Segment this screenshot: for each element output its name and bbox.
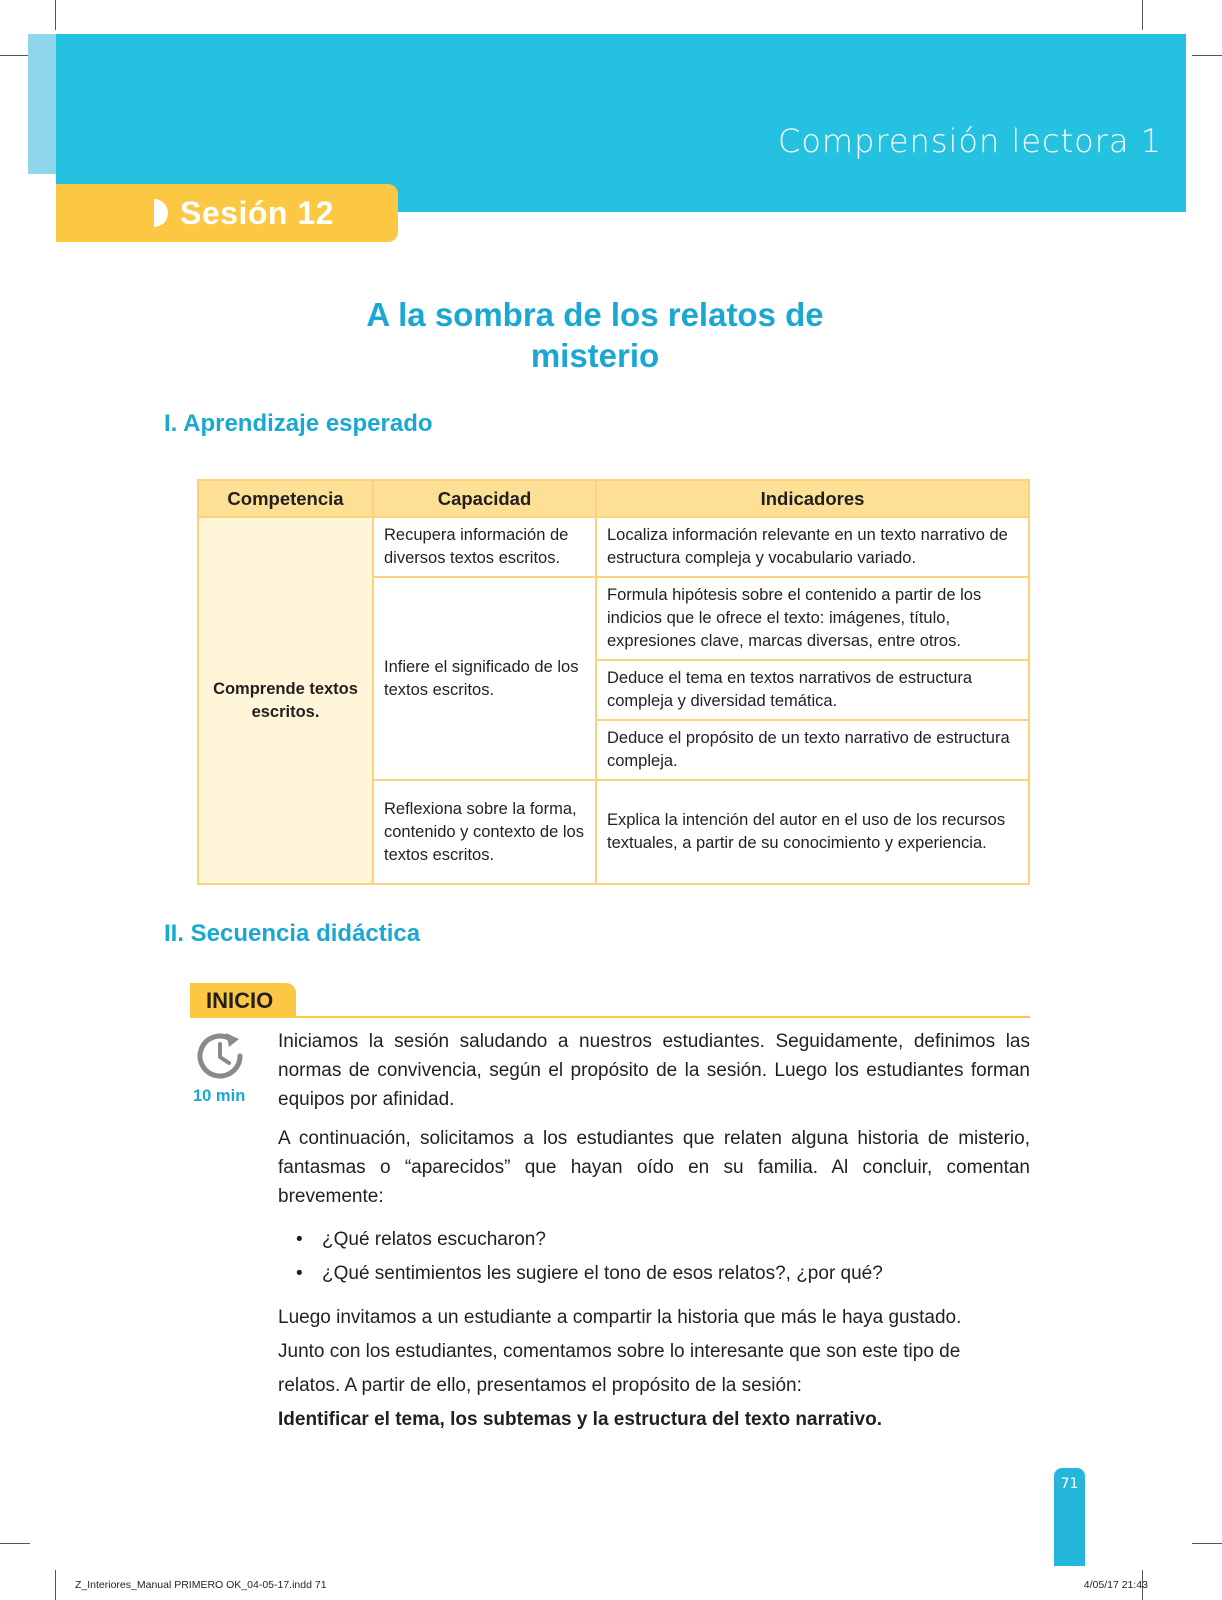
crop-mark	[0, 55, 30, 56]
crop-mark	[55, 0, 56, 30]
competencias-table	[197, 479, 1030, 885]
inicio-paragraph-2: A continuación, solicitamos a los estudiantes que relaten alguna historia de misterio, fantasmas o “aparecidos” que hayan oído en su familia. Al concluir, comentan brevemente:	[278, 1128, 1030, 1207]
inicio-divider	[190, 1016, 1030, 1018]
text-line: Luego invitamos a un estudiante a compartir la historia que más le haya gustado.	[278, 1307, 962, 1328]
indicador-cell: Deduce el tema en textos narrativos de estructura compleja y diversidad temática.	[596, 660, 1029, 720]
page-title-line2: misterio	[530, 337, 660, 374]
list-item: • ¿Qué relatos escucharon?	[296, 1223, 996, 1257]
table-header-cell: Competencia	[198, 480, 373, 517]
table-header-cell: Capacidad	[373, 480, 596, 517]
crop-mark	[1192, 55, 1222, 56]
table-row	[198, 517, 1029, 577]
footer-filename: Z_Interiores_Manual PRIMERO OK_04-05-17.indd 71	[75, 1579, 327, 1591]
inicio-paragraph-1: Iniciamos la sesión saludando a nuestros estudiantes. Seguidamente, definimos las normas de convivencia, según el propósito de la sesión. Luego los estudiantes forman equipos por afinidad.	[278, 1031, 1030, 1110]
inicio-tab: INICIO	[190, 983, 296, 1017]
indicador-cell: Formula hipótesis sobre el contenido a partir de los indicios que le ofrece el texto: imágenes, título, expresiones clave, marcas diversas, entre otros.	[596, 577, 1029, 660]
crop-mark	[1192, 1543, 1222, 1544]
text-line: relatos. A partir de ello, presentamos el propósito de la sesión:	[278, 1375, 802, 1396]
competencia-cell: Comprende textos escritos.	[198, 517, 373, 884]
table-header-row	[198, 480, 1029, 517]
session-label: Sesión 12	[180, 194, 334, 231]
header-side-strip	[28, 34, 56, 174]
half-circle-icon	[154, 199, 168, 227]
crop-mark	[1142, 0, 1143, 30]
crop-mark	[55, 1570, 56, 1600]
clock-icon	[196, 1030, 248, 1082]
footer-date: 4/05/17 21:43	[1083, 1579, 1148, 1591]
capacidad-cell: Infiere el significado de los textos escritos.	[373, 577, 596, 780]
session-tab	[56, 184, 398, 242]
inicio-closing-text	[278, 1301, 1030, 1437]
text-line: Junto con los estudiantes, comentamos sobre lo interesante que son este tipo de	[278, 1341, 961, 1362]
time-label: 10 min	[193, 1087, 246, 1105]
crop-mark	[0, 1543, 30, 1544]
capacidad-cell: Reflexiona sobre la forma, contenido y contexto de los textos escritos.	[373, 780, 596, 884]
page-title	[230, 294, 960, 376]
table-header-cell: Indicadores	[596, 480, 1029, 517]
session-purpose: Identificar el tema, los subtemas y la estructura del texto narrativo.	[278, 1409, 882, 1430]
page-title-line1: A la sombra de los relatos de	[366, 296, 824, 333]
section-heading-aprendizaje: I. Aprendizaje esperado	[164, 410, 433, 437]
section-heading-secuencia: II. Secuencia didáctica	[164, 920, 421, 947]
indicador-cell: Explica la intención del autor en el uso de los recursos textuales, a partir de su conocimiento y experiencia.	[596, 780, 1029, 884]
capacidad-cell: Recupera información de diversos textos escritos.	[373, 517, 596, 577]
indicador-cell: Localiza información relevante en un texto narrativo de estructura compleja y vocabulario variado.	[596, 517, 1029, 577]
page-number: 71	[1060, 1476, 1079, 1492]
question-list	[296, 1223, 996, 1291]
list-item: • ¿Qué sentimientos les sugiere el tono de esos relatos?, ¿por qué?	[296, 1257, 996, 1291]
indicador-cell: Deduce el propósito de un texto narrativo de estructura compleja.	[596, 720, 1029, 780]
header-title: Comprensión lectora 1	[777, 122, 1162, 160]
